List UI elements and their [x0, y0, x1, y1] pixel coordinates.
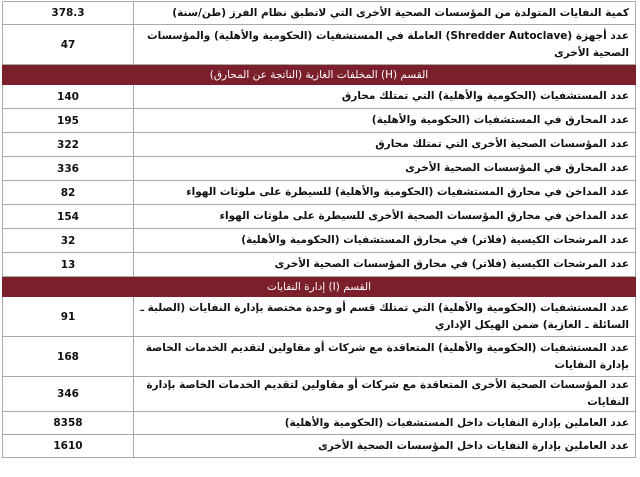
table-row — [3, 85, 636, 109]
table-row — [3, 133, 636, 157]
row-label: عدد المحارق في المستشفيات (الحكومية والأهلية) — [134, 109, 636, 133]
row-value: 47 — [3, 25, 134, 65]
table-row — [3, 2, 636, 25]
table-row — [3, 109, 636, 133]
row-label: عدد المؤسسات الصحية الأخرى التي تمتلك محارق — [134, 133, 636, 157]
table-row — [3, 25, 636, 65]
section-title: القسم (H) المخلفات الغازية (الناتجة عن المحارق) — [3, 65, 636, 85]
table-row — [3, 412, 636, 435]
row-value: 82 — [3, 181, 134, 205]
row-value: 13 — [3, 253, 134, 277]
row-value: 1610 — [3, 435, 134, 458]
table-row — [3, 435, 636, 458]
row-value: 140 — [3, 85, 134, 109]
row-label: عدد العاملين بإدارة النفايات داخل المؤسسات الصحية الأخرى — [134, 435, 636, 458]
section-header-h — [3, 65, 636, 85]
row-value: 154 — [3, 205, 134, 229]
row-label: عدد المؤسسات الصحية الأخرى المتعاقدة مع شركات أو مقاولين لتقديم الخدمات الخاصة بإدارة النفايات — [134, 377, 636, 412]
row-label: عدد المستشفيات (الحكومية والأهلية) التي تمتلك قسم أو وحدة مختصة بإدارة النفايات (الصلبة ـ السائلة ـ الغازية) ضمن الهيكل الإداري — [134, 297, 636, 337]
row-value: 336 — [3, 157, 134, 181]
table-row — [3, 157, 636, 181]
row-value: 32 — [3, 229, 134, 253]
table-row — [3, 297, 636, 337]
row-label: عدد أجهزة (Shredder Autoclave) العاملة في المستشفيات (الحكومية والأهلية) والمؤسسات الصحية الأخرى — [134, 25, 636, 65]
statistics-table — [2, 1, 636, 458]
row-value: 8358 — [3, 412, 134, 435]
row-label: عدد العاملين بإدارة النفايات داخل المستشفيات (الحكومية والأهلية) — [134, 412, 636, 435]
row-value: 322 — [3, 133, 134, 157]
table-row — [3, 181, 636, 205]
row-value: 195 — [3, 109, 134, 133]
row-value: 91 — [3, 297, 134, 337]
table-row — [3, 253, 636, 277]
table-row — [3, 337, 636, 377]
row-label: عدد المداخن في محارق المستشفيات (الحكومية والأهلية) للسيطرة على ملوثات الهواء — [134, 181, 636, 205]
row-label: كمية النفايات المتولدة من المؤسسات الصحية الأخرى التي لاتطبق نظام الفرز (طن/سنة) — [134, 2, 636, 25]
section-title: القسم (I) إدارة النفايات — [3, 277, 636, 297]
row-label: عدد المحارق في المؤسسات الصحية الأخرى — [134, 157, 636, 181]
row-label: عدد المرشحات الكيسية (فلاتر) في محارق المستشفيات (الحكومية والأهلية) — [134, 229, 636, 253]
row-value: 378.3 — [3, 2, 134, 25]
row-value: 346 — [3, 377, 134, 412]
section-header-i — [3, 277, 636, 297]
row-value: 168 — [3, 337, 134, 377]
row-label: عدد المستشفيات (الحكومية والأهلية) التي تمتلك محارق — [134, 85, 636, 109]
row-label: عدد المداخن في محارق المؤسسات الصحية الأخرى للسيطرة على ملوثات الهواء — [134, 205, 636, 229]
table-row — [3, 229, 636, 253]
table-row — [3, 377, 636, 412]
row-label: عدد المرشحات الكيسية (فلاتر) في محارق المؤسسات الصحية الأخرى — [134, 253, 636, 277]
table-row — [3, 205, 636, 229]
row-label: عدد المستشفيات (الحكومية والأهلية) المتعاقدة مع شركات أو مقاولين لتقديم الخدمات الخاصة بإدارة النفايات — [134, 337, 636, 377]
